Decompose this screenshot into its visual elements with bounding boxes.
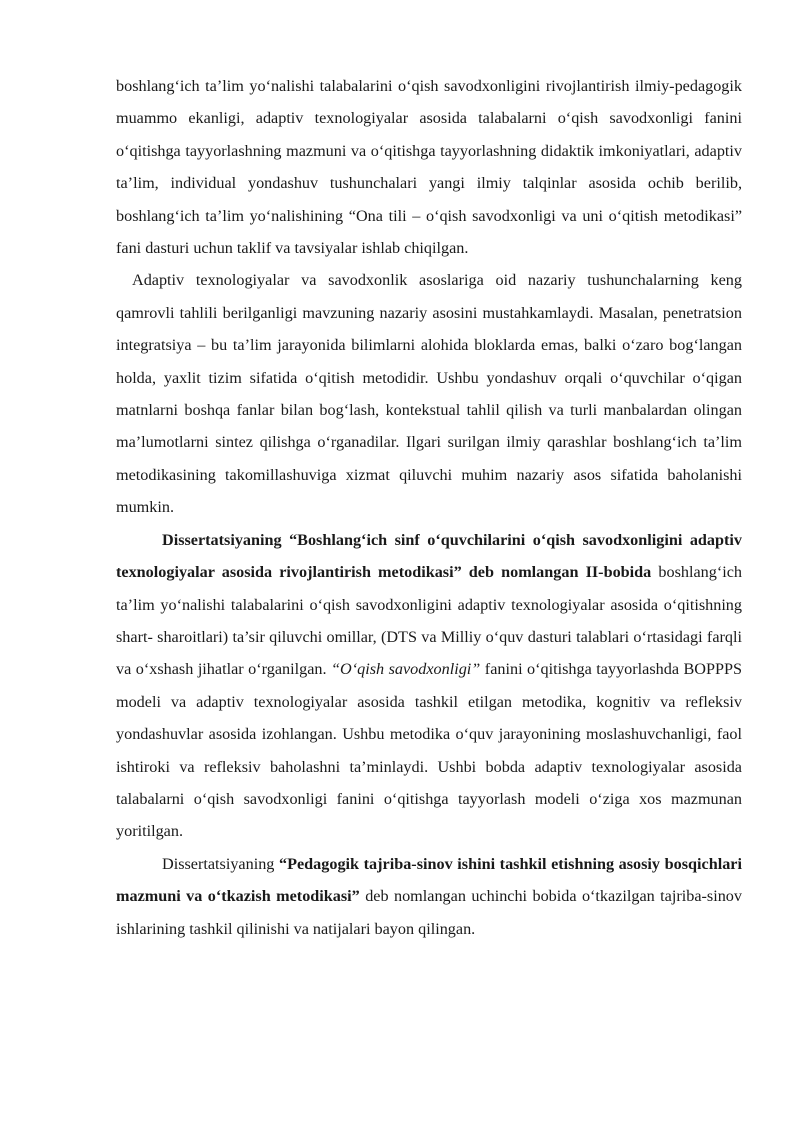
paragraph-3-text-1: boshlang‘ich ta’lim yo‘nalishi talabalarini o‘qish savodxonligini adaptiv texnologiyalar asosida o‘qitishning shart- sharoitlari) ta’sir qiluvchi omillar, (DTS va Milliy o‘quv dasturi talablari o‘rtasidagi farqli va o‘xshash jihatlar o‘rganilgan. bbox=[116, 563, 742, 679]
document-page bbox=[116, 70, 742, 945]
paragraph-1: boshlang‘ich ta’lim yo‘nalishi talabalarini o‘qish savodxonligini rivojlantirish ilmiy-pedagogik muammo ekanligi, adaptiv texnologiyalar asosida talabalarni o‘qish savodxonligi fanini o‘qitishga tayyorlashning mazmuni va o‘qitishga tayyorlashning didaktik imkoniyatlari, adaptiv ta’lim, individual yondashuv tushunchalari yangi ilmiy talqinlar asosida ochib berilib, boshlang‘ich ta’lim yo‘nalishining “Ona tili – o‘qish savodxonligi va uni o‘qitish metodikasi” fani dasturi uchun taklif va tavsiyalar ishlab chiqilgan. bbox=[116, 77, 742, 258]
paragraph-3-text-2: fanini o‘qitishga tayyorlashda BOPPPS modeli va adaptiv texnologiyalar asosida tashkil etilgan metodika, kognitiv va refleksiv yondashuvlar asosida izohlangan. Ushbu metodika o‘quv jarayonining moslashuvchanligi, faol ishtiroki va refleksiv baholashni ta’minlaydi. Ushbi bobda adaptiv texnologiyalar asosida talabalarni o‘qish savodxonligi fanini o‘qitishga tayyorlash modeli o‘ziga xos mazmunan yoritilgan. bbox=[116, 660, 742, 841]
paragraph-2: Adaptiv texnologiyalar va savodxonlik asoslariga oid nazariy tushunchalarning keng qamrovli tahlili berilganligi mavzuning nazariy asosini mustahkamlaydi. Masalan, penetratsion integratsiya – bu ta’lim jarayonida bilimlarni alohida bloklarda emas, balki o‘zaro bog‘langan holda, yaxlit tizim sifatida o‘qitish metodidir. Ushbu yondashuv orqali o‘quvchilar o‘qigan matnlarni boshqa fanlar bilan bog‘lash, kontekstual tahlil qilish va turli manbalardan olingan ma’lumotlarni sintez qilishga o‘rganadilar. Ilgari surilgan ilmiy qarashlar boshlang‘ich ta’lim metodikasining takomillashuviga xizmat qiluvchi muhim nazariy asos sifatida baholanishi mumkin. bbox=[116, 271, 742, 517]
chapter-three-title: “Pedagogik tajriba-sinov ishini tashkil etishning asosiy bosqichlari mazmuni va o‘tkazish metodikasi” bbox=[116, 854, 742, 906]
chapter-two-title: Dissertatsiyaning “Boshlang‘ich sinf o‘quvchilarini o‘qish savodxonligini adaptiv texnologiyalar asosida rivojlantirish metodikasi” deb nomlangan II-bobida bbox=[116, 530, 742, 582]
paragraph-4-text-1: Dissertatsiyaning bbox=[162, 854, 279, 873]
paragraph-4 bbox=[116, 848, 742, 945]
course-name-italic: “O‘qish savodxonligi” bbox=[331, 660, 481, 679]
paragraph-4-text-2: deb nomlangan uchinchi bobida o‘tkazilgan tajriba-sinov ishlarining tashkil qilinishi va natijalari bayon qilingan. bbox=[116, 887, 742, 938]
paragraph-3 bbox=[116, 524, 742, 848]
